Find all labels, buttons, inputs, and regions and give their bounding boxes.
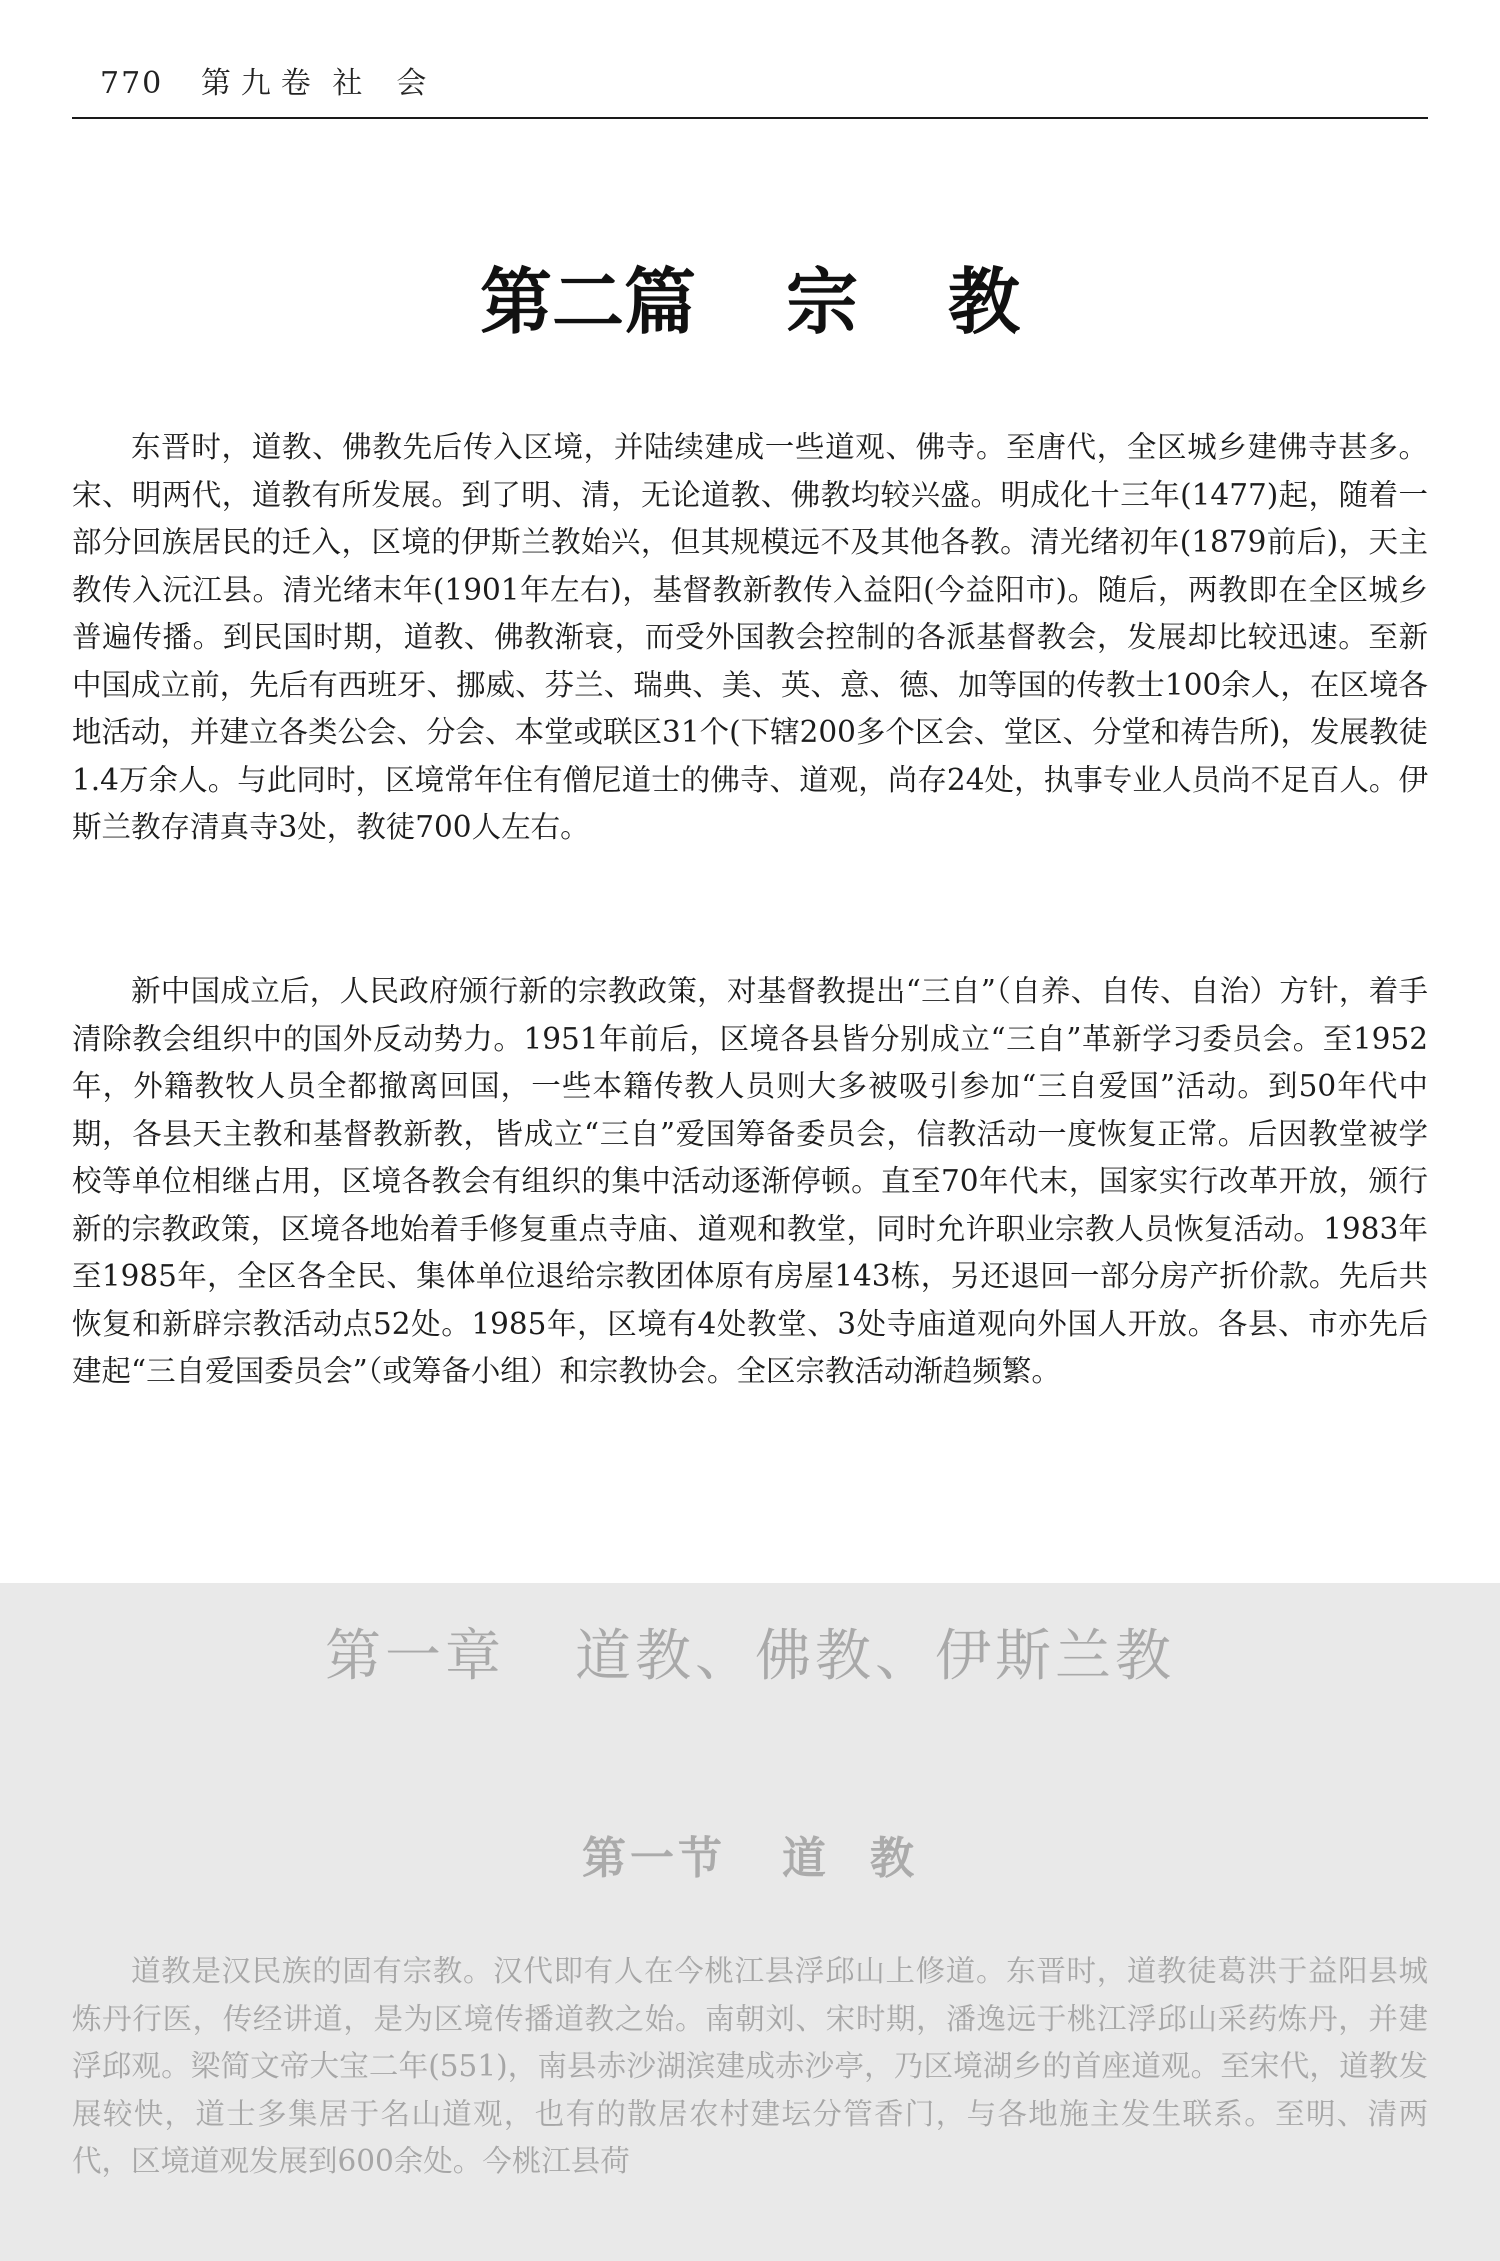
running-header <box>100 58 428 102</box>
header-rule <box>72 117 1428 119</box>
chapter-title <box>0 1612 1500 1692</box>
part-number: 第二篇 <box>479 260 696 344</box>
paragraph-text: 新中国成立后，人民政府颁行新的宗教政策，对基督教提出“三自”（自养、自传、自治）方针，着手清除教会组织中的国外反动势力。1951年前后，区境各县皆分别成立“三自”革新学习委员会。至1952年，外籍教牧人员全都撤离回国，一些本籍传教人员则大多被吸引参加“三自爱国”活动。到50年代中期，各县天主教和基督教新教，皆成立“三自”爱国筹备委员会，信教活动一度恢复正常。后因教堂被学校等单位相继占用，区境各教会有组织的集中活动逐渐停顿。直至70年代末，国家实行改革开放，颁行新的宗教政策，区境各地始着手修复重点寺庙、道观和教堂，同时允许职业宗教人员恢复活动。1983年至1985年，全区各全民、集体单位退给宗教团体原有房屋143栋，另还退回一部分房产折价款。先后共恢复和新辟宗教活动点52处。1985年，区境有4处教堂、3处寺庙道观向外国人开放。各县、市亦先后建起“三自爱国委员会”（或筹备小组）和宗教协会。全区宗教活动渐趋频繁。 <box>72 974 1428 1388</box>
part-subject-2: 教 <box>948 260 1021 344</box>
volume-label: 第九卷 <box>200 66 321 101</box>
page-number: 770 <box>100 66 164 101</box>
paragraph-text: 道教是汉民族的固有宗教。汉代即有人在今桃江县浮邱山上修道。东晋时，道教徒葛洪于益阳县城炼丹行医，传经讲道，是为区境传播道教之始。南朝刘、宋时期，潘逸远于桃江浮邱山采药炼丹，并建浮邱观。梁简文帝大宝二年(551)，南县赤沙湖滨建成赤沙亭，乃区境湖乡的首座道观。至宋代，道教发展较快，道士多集居于名山道观，也有的散居农村建坛分管香门，与各地施主发生联系。至明、清两代，区境道观发展到600余处。今桃江县荷 <box>72 1954 1428 2178</box>
chapter-name: 道教、佛教、伊斯兰教 <box>575 1624 1175 1689</box>
part-subject-1: 宗 <box>785 260 858 344</box>
section-number: 第一节 <box>582 1833 726 1884</box>
section-name-1: 道 <box>782 1833 830 1884</box>
intro-paragraph-1 <box>72 424 1428 852</box>
intro-paragraph-2 <box>72 968 1428 1396</box>
volume-title: 社 会 <box>332 66 429 101</box>
section-paragraph <box>72 1948 1428 2186</box>
section-name-2: 教 <box>870 1833 918 1884</box>
part-title <box>0 244 1500 348</box>
section-title <box>0 1822 1500 1886</box>
chapter-number: 第一章 <box>325 1624 505 1689</box>
paragraph-text: 东晋时，道教、佛教先后传入区境，并陆续建成一些道观、佛寺。至唐代，全区城乡建佛寺甚多。宋、明两代，道教有所发展。到了明、清，无论道教、佛教均较兴盛。明成化十三年(1477)起，随着一部分回族居民的迁入，区境的伊斯兰教始兴，但其规模远不及其他各教。清光绪初年(1879前后)，天主教传入沅江县。清光绪末年(1901年左右)，基督教新教传入益阳(今益阳市)。随后，两教即在全区城乡普遍传播。到民国时期，道教、佛教渐衰，而受外国教会控制的各派基督教会，发展却比较迅速。至新中国成立前，先后有西班牙、挪威、芬兰、瑞典、美、英、意、德、加等国的传教士100余人，在区境各地活动，并建立各类公会、分会、本堂或联区31个(下辖200多个区会、堂区、分堂和祷告所)，发展教徒1.4万余人。与此同时，区境常年住有僧尼道士的佛寺、道观，尚存24处，执事专业人员尚不足百人。伊斯兰教存清真寺3处，教徒700人左右。 <box>72 430 1428 844</box>
